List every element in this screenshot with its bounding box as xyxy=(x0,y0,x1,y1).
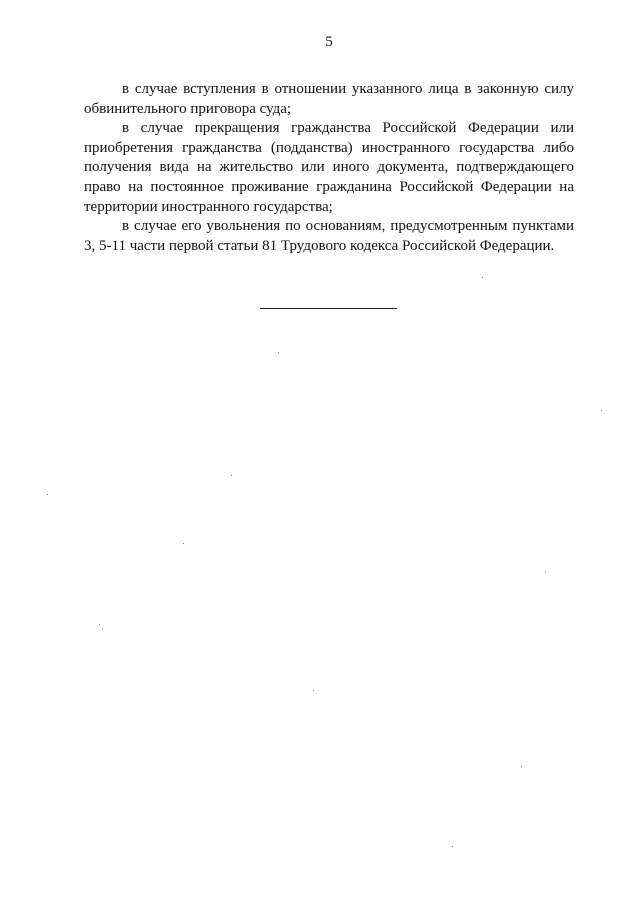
scan-speck xyxy=(231,475,232,476)
scan-speck xyxy=(313,690,314,691)
scan-speck xyxy=(278,352,279,353)
scan-speck xyxy=(183,543,184,544)
document-body xyxy=(84,80,574,256)
end-divider-line xyxy=(260,308,397,309)
paragraph-citizenship: в случае прекращения гражданства Российской Федерации или приобретения гражданства (подданства) иностранного государства либо получения вида на жительство или иного документа, подтверждающего право на постоянное проживание гражданина Российской Федерации на территории иностранного государства; xyxy=(84,120,574,215)
scan-speck xyxy=(47,494,48,495)
paragraph-dismissal: в случае его увольнения по основаниям, предусмотренным пунктами 3, 5-11 части первой статьи 81 Трудового кодекса Российской Федерации. xyxy=(84,218,574,254)
scan-speck xyxy=(99,624,100,625)
scan-speck xyxy=(601,410,602,411)
scan-speck xyxy=(482,277,483,278)
scan-speck xyxy=(545,571,546,572)
scan-speck xyxy=(452,846,453,847)
scan-speck xyxy=(521,766,522,767)
page-number: 5 xyxy=(325,34,333,50)
paragraph-conviction: в случае вступления в отношении указанного лица в законную силу обвинительного приговора суда; xyxy=(84,81,574,117)
scan-speck xyxy=(102,628,103,629)
